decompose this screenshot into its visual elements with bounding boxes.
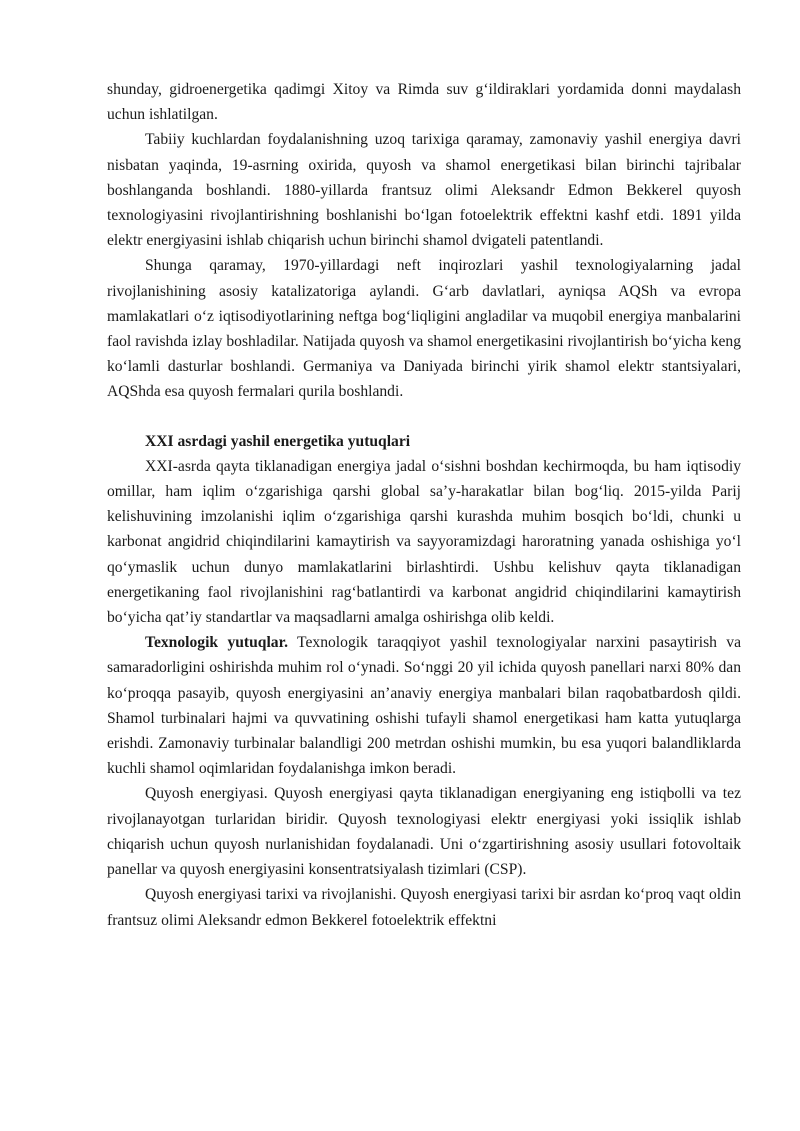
section-gap <box>107 405 741 429</box>
paragraph-solar-history: Quyosh energiyasi tarixi va rivojlanishi. Quyosh energiyasi tarixi bir asrdan ko‘proq vaqt oldin frantsuz olimi Aleksandr edmon Bekkerel fotoelektrik effektni <box>107 886 741 929</box>
paragraph-technology-body: Texnologik taraqqiyot yashil texnologiyalar narxini pasaytirish va samaradorligini oshirishda muhim rol o‘ynadi. So‘nggi 20 yil ichida quyosh panellari narxi 80% dan ko‘proqqa pasayib, quyosh energiyasini an’anaviy energiya manbalari bilan raqobatbardosh qildi. Shamol turbinalari hajmi va quvvatining oshishi tufayli shamol energetikasi ham katta yutuqlarga erishdi. Zamonaviy turbinalar balandligi 200 metrdan oshishi mumkin, bu esa yuqori balandliklarda kuchli shamol oqimlaridan foydalanishga imkon beradi. <box>107 634 742 778</box>
paragraph-solar-energy: Quyosh energiyasi. Quyosh energiyasi qayta tiklanadigan energiyaning eng istiqbolli va tez rivojlanayotgan turlaridan biridir. Quyosh texnologiyasi elektr energiyasi yoki issiqlik ishlab chiqarish uchun quyosh nurlanishidan foydalanadi. Uni o‘zgartirishning asosiy usullari fotovoltaik panellar va quyosh energiyasini konsentratsiyalash tizimlari (CSP). <box>107 785 741 879</box>
document-page <box>107 77 741 933</box>
section-heading: XXI asrdagi yashil energetika yutuqlari <box>145 432 411 450</box>
paragraph-xxi-century: XXI-asrda qayta tiklanadigan energiya jadal o‘sishni boshdan kechirmoqda, bu ham iqtisodiy omillar, ham iqlim o‘zgarishiga qarshi global sa’y-harakatlar bilan bog‘liq. 2015-yilda Parij kelishuvining imzolanishi iqlim o‘zgarishiga qarshi kurashda muhim bosqich bo‘ldi, chunki u karbonat angidrid chiqindilarini kamaytirish va sayyoramizdagi haroratning yanada oshishiga yo‘l qo‘ymaslik uchun dunyo mamlakatlarini birlashtirdi. Ushbu kelishuv qayta tiklanadigan energetikaning faol rivojlanishini rag‘batlantirdi va karbonat angidrid chiqindilarini kamaytirish bo‘yicha qat’iy standartlar va maqsadlarni amalga oshirishga olib keldi. <box>107 457 741 627</box>
paragraph-continued: shunday, gidroenergetika qadimgi Xitoy va Rimda suv g‘ildiraklari yordamida donni maydalash uchun ishlatilgan. <box>107 81 741 124</box>
paragraph-history-early: Tabiiy kuchlardan foydalanishning uzoq tarixiga qaramay, zamonaviy yashil energiya davri nisbatan yaqinda, 19-asrning oxirida, quyosh va shamol energetikasi bilan birinchi tajribalar boshlanganda boshlandi. 1880-yillarda frantsuz olimi Aleksandr Edmon Bekkerel quyosh texnologiyasini rivojlantirishning boshlanishi bo‘lgan fotoelektrik effektni kashf etdi. 1891 yilda elektr energiyasini ishlab chiqarish uchun birinchi shamol dvigateli patentlandi. <box>107 131 741 250</box>
runin-heading-technology: Texnologik yutuqlar. <box>145 634 288 652</box>
paragraph-history-oil-crisis: Shunga qaramay, 1970-yillardagi neft inqirozlari yashil texnologiyalarning jadal rivojlanishining asosiy katalizatoriga aylandi. G‘arb davlatlari, ayniqsa AQSh va evropa mamlakatlari o‘z iqtisodiyotlarining neftga bog‘liqligini angladilar va muqobil energiya manbalarini faol ravishda izlay boshladilar. Natijada quyosh va shamol energetikasini rivojlantirish bo‘yicha keng ko‘lamli dasturlar boshlandi. Germaniya va Daniyada birinchi yirik shamol elektr stantsiyalari, AQShda esa quyosh fermalari qurila boshlandi. <box>107 257 741 401</box>
paragraph-technology <box>107 630 741 781</box>
